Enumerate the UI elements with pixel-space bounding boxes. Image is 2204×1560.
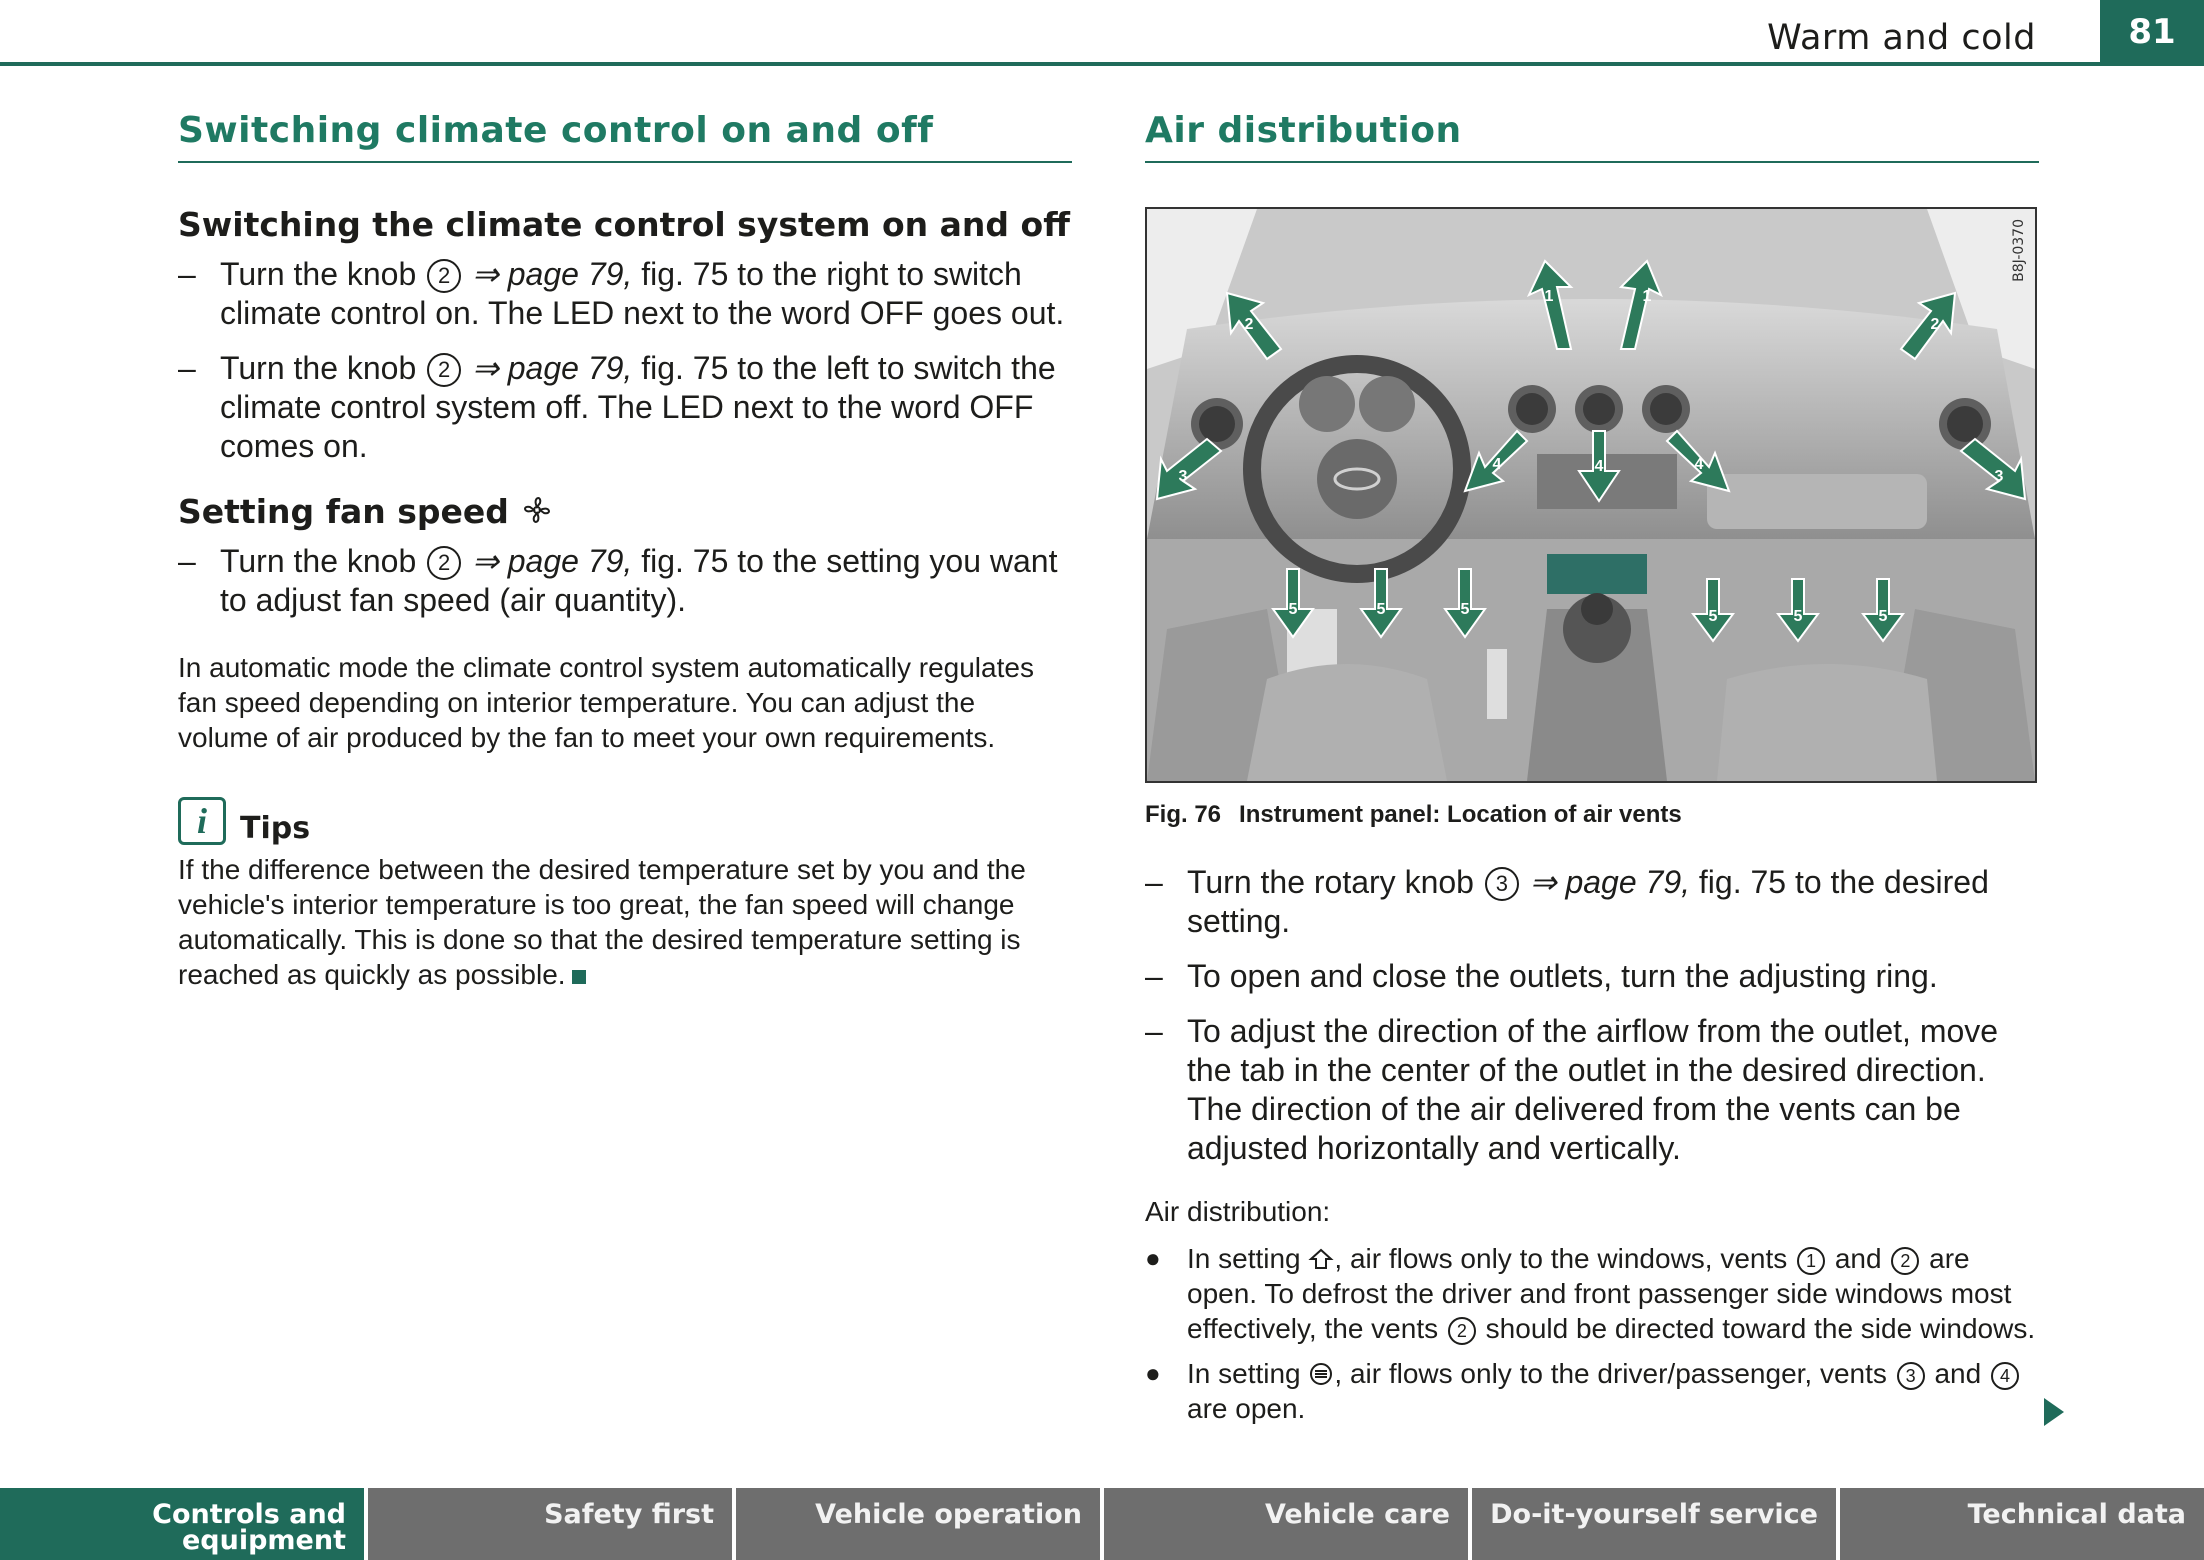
- subheading-fan-speed: Setting fan speed: [178, 492, 1072, 532]
- vent-label: 2: [1930, 316, 1940, 333]
- instruction-step: – Turn the knob 2 ⇒ page 79, fig. 75 to the setting you want to adjust fan speed (air quantity).: [178, 543, 1058, 618]
- page-reference[interactable]: ⇒ page 79,: [1520, 864, 1690, 900]
- vent-label: 5: [1878, 608, 1888, 625]
- callout-number: 1: [1797, 1247, 1825, 1275]
- callout-number: 2: [427, 259, 461, 293]
- callout-number: 3: [1485, 867, 1519, 901]
- vent-label: 5: [1793, 608, 1803, 625]
- face-vent-icon: [1308, 1361, 1334, 1387]
- tab-do-it-yourself-service[interactable]: Do-it-yourself service: [1472, 1488, 1836, 1560]
- air-distribution-label: Air distribution:: [1145, 1196, 1331, 1227]
- list-item: ● In setting , air flows only to the driver/passenger, vents 3 and 4 are open.: [1145, 1356, 2039, 1426]
- vent-label: 1: [1642, 288, 1652, 305]
- tips-text: If the difference between the desired temperature set by you and the vehicle's interior temperature is too great, the fan speed will change automatically. This is done so that the desired temperature setting is reached as quickly as possible.: [178, 854, 1026, 990]
- callout-number: 3: [1897, 1362, 1925, 1390]
- chapter-tabs: [0, 1488, 2204, 1560]
- section-title-climate: Switching climate control on and off: [178, 110, 1072, 163]
- body-paragraph: In automatic mode the climate control system automatically regulates fan speed depending on interior temperature. You can adjust the volume of air produced by the fan to meet your own requirements.: [178, 652, 1034, 753]
- callout-number: 2: [427, 353, 461, 387]
- figure-caption: Fig. 76 Instrument panel: Location of air vents: [1145, 801, 1682, 828]
- instruction-step: – To adjust the direction of the airflow from the outlet, move the tab in the center of the outlet in the desired direction. The direction of the air delivered from the vents can be adjusted horizontally and vertically.: [1145, 1013, 1999, 1166]
- defrost-windshield-icon: [1308, 1247, 1334, 1271]
- left-column: [178, 110, 1072, 992]
- vent-label: 2: [1244, 316, 1254, 333]
- page-reference[interactable]: ⇒ page 79,: [463, 543, 633, 579]
- vent-label: 3: [1994, 468, 2004, 485]
- tab-safety-first[interactable]: Safety first: [368, 1488, 732, 1560]
- vent-label: 1: [1544, 288, 1554, 305]
- info-icon: i: [178, 797, 226, 845]
- vent-label: 5: [1376, 601, 1386, 618]
- instrument-panel-illustration: [1147, 209, 2035, 781]
- instruction-step: – To open and close the outlets, turn the adjusting ring.: [1145, 958, 1938, 994]
- vent-label: 3: [1178, 468, 1188, 485]
- end-mark-icon: [572, 970, 586, 984]
- vent-label: 4: [1492, 456, 1502, 473]
- subheading-switching: Switching the climate control system on and off: [178, 205, 1070, 244]
- tab-vehicle-care[interactable]: Vehicle care: [1104, 1488, 1468, 1560]
- tab-technical-data[interactable]: Technical data: [1840, 1488, 2204, 1560]
- vent-label: 4: [1694, 456, 1704, 473]
- page-number: 81: [2100, 0, 2204, 64]
- page-reference[interactable]: ⇒ page 79,: [463, 256, 633, 292]
- header-rule: [0, 62, 2204, 66]
- figure-code: B8J-0370: [2011, 219, 2027, 282]
- page-reference[interactable]: ⇒ page 79,: [463, 350, 633, 386]
- instruction-step: – Turn the knob 2 ⇒ page 79, fig. 75 to the right to switch climate control on. The LED next to the word OFF goes out.: [178, 256, 1065, 331]
- tab-controls-and-equipment[interactable]: Controls and equipment: [0, 1488, 364, 1560]
- instruction-step: – Turn the rotary knob 3 ⇒ page 79, fig. 75 to the desired setting.: [1145, 864, 1989, 939]
- instruction-step: – Turn the knob 2 ⇒ page 79, fig. 75 to the left to switch the climate control system off. The LED next to the word OFF comes on.: [178, 350, 1056, 464]
- vent-label: 4: [1594, 458, 1604, 475]
- callout-number: 4: [1991, 1362, 2019, 1390]
- vent-label: 5: [1460, 601, 1470, 618]
- callout-number: 2: [1891, 1247, 1919, 1275]
- callout-number: 2: [1448, 1317, 1476, 1345]
- callout-number: 2: [427, 546, 461, 580]
- list-item: ● In setting , air flows only to the windows, vents 1 and 2 are open. To defrost the driver and front passenger side windows most effectively, the vents 2 should be directed toward the side windows.: [1145, 1243, 2036, 1344]
- running-title: Warm and cold: [1767, 18, 2036, 58]
- instrument-panel-figure: [1145, 207, 2037, 783]
- continue-arrow-icon[interactable]: [2044, 1398, 2064, 1426]
- fan-icon: [520, 493, 554, 527]
- right-column: [1145, 110, 2039, 1426]
- tips-heading: i Tips: [178, 795, 1072, 846]
- vent-label: 5: [1708, 608, 1718, 625]
- tab-vehicle-operation[interactable]: Vehicle operation: [736, 1488, 1100, 1560]
- section-title-air-distribution: Air distribution: [1145, 110, 2039, 163]
- vent-label: 5: [1288, 601, 1298, 618]
